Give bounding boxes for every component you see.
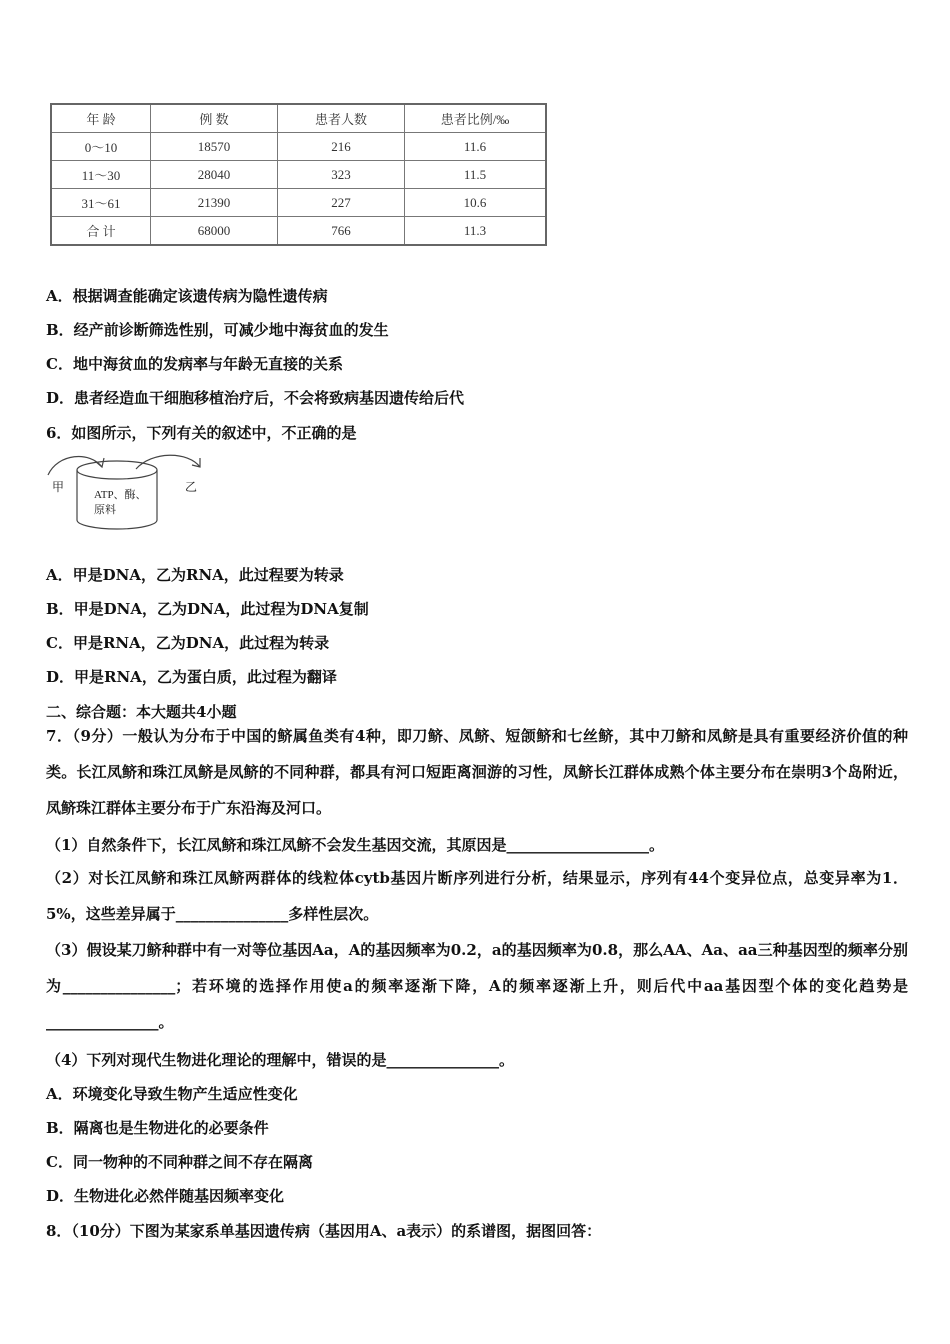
q6-stem: 6．如图所示，下列有关的叙述中，不正确的是 xyxy=(46,424,357,442)
table-cell: 10.6 xyxy=(405,189,547,217)
q6-option-b: B．甲是DNA，乙为DNA，此过程为DNA复制 xyxy=(46,600,369,618)
cylinder-bottom xyxy=(77,520,157,529)
q5-option-b: B．经产前诊断筛选性别，可减少地中海贫血的发生 xyxy=(46,321,389,339)
q7-sub2: （2）对长江凤鲚和珠江凤鲚两群体的线粒体cytb基因片断序列进行分析，结果显示，序列有44个变异位点，总变异率为1．5%，这些差异属于_______________多样性层次。 xyxy=(46,869,908,923)
table-header-row xyxy=(51,104,546,133)
q7-sub3: （3）假设某刀鲚种群中有一对等位基因Aa，A的基因频率为0.2，a的基因频率为0.8，那么AA、Aa、aa三种基因型的频率分别为_______________；若环境的选择作用使a的频率逐渐下降，A的频率逐渐上升，则后代中aa基因型个体的变化趋势是_______________。 xyxy=(46,941,908,1031)
q6-option-c: C．甲是RNA，乙为DNA，此过程为转录 xyxy=(46,634,330,652)
table-cell: 227 xyxy=(278,189,405,217)
q7-option-c: C．同一物种的不同种群之间不存在隔离 xyxy=(46,1153,313,1171)
table-header: 患者比例/‰ xyxy=(405,104,547,133)
table-cell: 766 xyxy=(278,217,405,246)
table-cell: 28040 xyxy=(151,161,278,189)
table-cell: 31～61 xyxy=(51,189,151,217)
table-row xyxy=(51,189,546,217)
table-cell: 68000 xyxy=(151,217,278,246)
q5-option-c: C．地中海贫血的发病率与年龄无直接的关系 xyxy=(46,355,343,373)
section-2-header: 二、综合题：本大题共4小题 xyxy=(46,703,237,721)
table-cell: 18570 xyxy=(151,133,278,161)
q7-option-a: A．环境变化导致生物产生适应性变化 xyxy=(46,1085,298,1103)
q7-option-d: D．生物进化必然伴随基因频率变化 xyxy=(46,1187,285,1205)
transcription-diagram xyxy=(40,453,240,543)
left-arrow-icon xyxy=(48,457,102,475)
cylinder-text-1: ATP、酶、 xyxy=(94,489,147,501)
table-cell: 合 计 xyxy=(51,217,151,246)
q7-sub4: （4）下列对现代生物进化理论的理解中，错误的是_______________。 xyxy=(46,1051,514,1069)
label-jia: 甲 xyxy=(52,480,65,494)
cylinder-top xyxy=(77,461,157,479)
table-row xyxy=(51,217,546,246)
table-header: 患者人数 xyxy=(278,104,405,133)
table-cell: 11～30 xyxy=(51,161,151,189)
table-row xyxy=(51,133,546,161)
table-cell: 11.6 xyxy=(405,133,547,161)
label-yi: 乙 xyxy=(185,480,198,494)
table-cell: 323 xyxy=(278,161,405,189)
table-header: 年 龄 xyxy=(51,104,151,133)
cylinder-text-2: 原料 xyxy=(94,504,116,516)
table-cell: 21390 xyxy=(151,189,278,217)
table-cell: 11.3 xyxy=(405,217,547,246)
q5-option-d: D．患者经造血干细胞移植治疗后，不会将致病基因遗传给后代 xyxy=(46,389,465,407)
survey-table xyxy=(50,103,547,246)
table-cell: 0～10 xyxy=(51,133,151,161)
q7-stem: 7．（9分）一般认为分布于中国的鲚属鱼类有4种，即刀鲚、凤鲚、短颌鲚和七丝鲚，其中刀鲚和凤鲚是具有重要经济价值的种类。长江凤鲚和珠江凤鲚是凤鲚的不同种群，都具有河口短距离洄游的习性，凤鲚长江群体成熟个体主要分布在崇明3个岛附近，凤鲚珠江群体主要分布于广东沿海及河口。 xyxy=(46,727,908,817)
table-cell: 11.5 xyxy=(405,161,547,189)
right-arrow-icon xyxy=(136,455,200,469)
q8-stem: 8．（10分）下图为某家系单基因遗传病（基因用A、a表示）的系谱图，据图回答： xyxy=(46,1222,602,1240)
q6-option-a: A．甲是DNA，乙为RNA，此过程要为转录 xyxy=(46,566,344,584)
q5-option-a: A．根据调查能确定该遗传病为隐性遗传病 xyxy=(46,287,328,305)
q7-sub1: （1）自然条件下，长江凤鲚和珠江凤鲚不会发生基因交流，其原因是___________________。 xyxy=(46,836,664,854)
table-cell: 216 xyxy=(278,133,405,161)
table-row xyxy=(51,161,546,189)
table-header: 例 数 xyxy=(151,104,278,133)
q6-option-d: D．甲是RNA，乙为蛋白质，此过程为翻译 xyxy=(46,668,337,686)
q7-option-b: B．隔离也是生物进化的必要条件 xyxy=(46,1119,269,1137)
